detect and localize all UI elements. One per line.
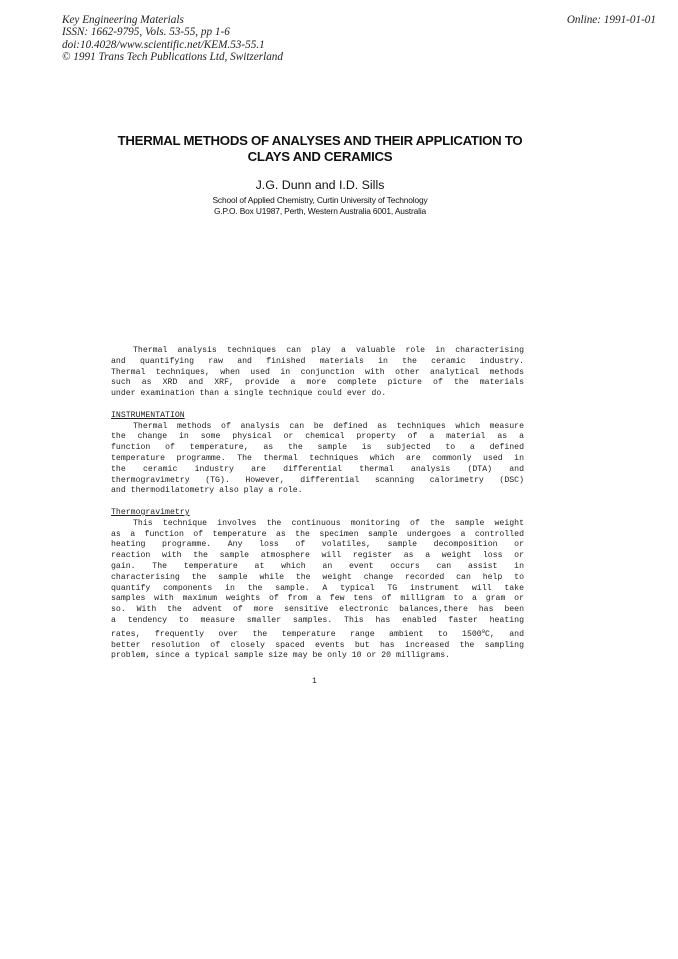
text-line-temperature — [111, 627, 524, 641]
title-line-2: CLAYS AND CERAMICS — [247, 148, 393, 164]
text-line: heating programme. Any loss of volatiles, sample decomposition or — [111, 540, 524, 550]
text-line: the ceramic industry are differential thermal analysis (DTA) and — [111, 464, 524, 474]
text-line: quantify components in the sample. A typical TG instrument will take — [111, 583, 524, 593]
thermogravimetry-section — [111, 508, 524, 662]
online-date: Online: 1991-01-01 — [566, 14, 656, 26]
journal-name: Key Engineering Materials — [62, 14, 184, 26]
text-line: function of temperature, as the sample is subjected to a defined — [111, 443, 524, 453]
text-line: such as XRD and XRF, provide a more complete picture of the materials — [111, 378, 524, 388]
title-line-1: THERMAL METHODS OF ANALYSES AND THEIR APPLICATION TO — [117, 133, 523, 148]
instrumentation-section — [111, 411, 524, 497]
doi-line: doi:10.4028/www.scientific.net/KEM.53-55.1 — [62, 38, 265, 51]
paper-title — [100, 133, 540, 164]
text-line: thermogravimetry (TG). However, differential scanning calorimetry (DSC) — [111, 475, 524, 485]
text-line: samples with maximum weights of from a few tens of milligram to a gram or — [111, 594, 524, 604]
text-line: and thermodilatometry also play a role. — [111, 486, 303, 496]
issn-line: ISSN: 1662-9795, Vols. 53-55, pp 1-6 — [62, 26, 230, 39]
text-line: gain. The temperature at which an event occurs can assist in — [111, 561, 524, 571]
text-line: better resolution of closely spaced events but has increased the sampling — [111, 640, 524, 650]
text-line: Thermal methods of analysis can be defined as techniques which measure — [133, 421, 524, 431]
text-line: a tendency to measure smaller samples. This has enabled faster heating — [111, 615, 524, 625]
section-heading: INSTRUMENTATION — [111, 410, 185, 420]
text-line: under examination than a single technique could ever do. — [111, 389, 387, 399]
body-text — [111, 346, 524, 673]
text-line: problem, since a typical sample size may be only 10 or 20 milligrams. — [111, 651, 451, 661]
text-line: temperature programme. The thermal techniques which are commonly used in — [111, 453, 524, 463]
text-line: the change in some physical or chemical property of a material as a — [111, 432, 524, 442]
text-line: Thermal analysis techniques can play a valuable role in characterising — [133, 346, 524, 355]
degree-superscript: 0 — [481, 627, 486, 635]
intro-paragraph — [111, 346, 524, 400]
text-fragment: rates, frequently over the temperature range ambient to 1500 — [111, 629, 482, 639]
text-line: and quantifying raw and finished materials in the ceramic industry. — [111, 356, 524, 366]
text-line: Thermal techniques, when used in conjunction with other analytical methods — [111, 367, 524, 377]
authors: J.G. Dunn and I.D. Sills — [255, 178, 385, 192]
text-line: as a function of temperature as the specimen sample undergoes a controlled — [111, 529, 524, 539]
text-line: reaction with the sample atmosphere will register as a weight loss or — [111, 551, 524, 561]
text-line: This technique involves the continuous monitoring of the sample weight — [133, 518, 524, 528]
journal-citation — [62, 14, 283, 64]
section-heading: Thermogravimetry — [111, 507, 190, 517]
page-number: 1 — [312, 677, 317, 686]
affiliation — [100, 195, 540, 217]
text-line: so. With the advent of more sensitive electronic balances,there has been — [111, 605, 524, 615]
copyright-line: © 1991 Trans Tech Publications Ltd, Switzerland — [62, 51, 283, 64]
affiliation-line-2: G.P.O. Box U1987, Perth, Western Australia 6001, Australia — [213, 206, 427, 216]
affiliation-line-1: School of Applied Chemistry, Curtin University of Technology — [212, 195, 428, 205]
text-fragment: C, and — [485, 629, 524, 639]
text-line: characterising the sample while the weight change recorded can help to — [111, 572, 524, 582]
